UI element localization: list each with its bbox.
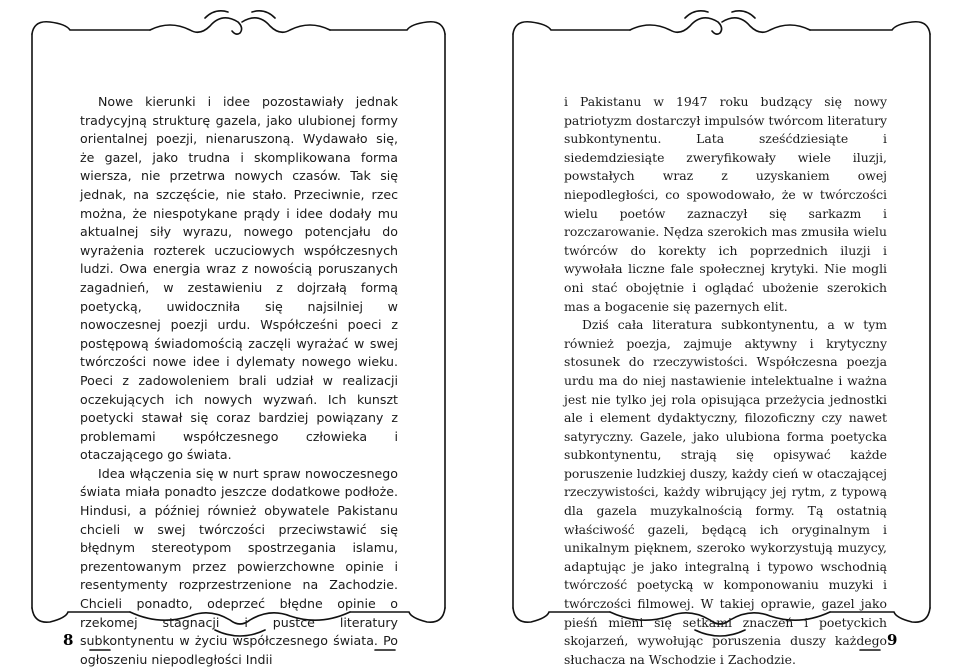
paragraph: Idea włączenia się w nurt spraw nowoczesnego świata miała ponadto jeszcze dodatkowe podłoże. Hindusi, a później również obywatele Pakistanu chcieli w swej twórczości przeciwstawić się błędnym stereotypom spostrzegania islamu, prezentowanym przez powierzchowne opinie i resentymenty rozprzestrzenione na Zachodzie. Chcieli ponadto, odeprzeć błędne opinie o rzekomej stagnacji i pustce literatury subkontynentu w życiu współczesnego świata. Po ogłoszeniu niepodległości Indii: [80, 465, 398, 667]
right-page: [480, 0, 960, 667]
page-number: 8: [63, 631, 74, 649]
paragraph: i Pakistanu w 1947 roku budzący się nowy patriotyzm dostarczył impulsów twórcom literatury subkontynentu. Lata sześćdziesiąte i siedemdziesiąte zweryfikowały wiele iluzji, powstałych wraz z uzyskaniem owej niepodległości, co spowodowało, że w twórczości wielu poetów zaznaczył się sarkazm i rozczarowanie. Nędza szerokich mas zmusiła wielu twórców do korekty ich poprzednich iluzji i wywołała liczne fale społecznej krytyki. Nie mogli oni stać obojętnie i oglądać ubożenie szerokich mas a bogacenie się pazernych elit.: [564, 94, 887, 314]
left-page: [0, 0, 480, 667]
right-page-text: [564, 93, 887, 669]
paragraph: Nowe kierunki i idee pozostawiały jednak tradycyjną strukturę gazela, jako ulubionej formy orientalnej poezji, nienaruszoną. Wydawało się, że gazel, jako trudna i skomplikowana forma wiersza, nie przetrwa nowych czasów. Tak się jednak, na szczęście, nie stało. Przeciwnie, rzec można, że niespotykane prądy i idee dodały mu aktualnej siły wyrazu, nowego potencjału do wyrażenia rozterek uczuciowych współczesnych ludzi. Owa energia wraz z nowością poruszanych zagadnień, w zestawieniu z dojrzałą formą poetycką, uwidoczniła się najsilniej w nowoczesnej poezji urdu. Współcześni poeci z postępową świadomością zaczęli wyrażać w swej twórczości nowe idee i dylematy nowego wieku. Poeci z zadowoleniem brali udział w realizacji oczekujących ich nowych wyzwań. Ich kunszt poetycki stawał się coraz bardziej powiązany z problemami współczesnego człowieka i otaczającego go świata.: [80, 94, 398, 463]
page-number: 9: [887, 631, 898, 649]
paragraph: Dziś cała literatura subkontynentu, a w tym również poezja, zajmuje aktywny i krytyczny stosunek do rzeczywistości. Współczesna poezja urdu ma do niej nastawienie intelektualne i ważna jest nie tylko jej rola opisująca przeżycia jednostki ale i element dydaktyczny, filozoficzny czy nawet satyryczny. Gazele, jako ulubiona forma poetycka subkontynentu, strają się opisywać każde poruszenie ludzkiej duszy, każdy cień w otaczającej rzeczywistości, każdy wibrujący jej rytm, z typową dla gazela muzykalnością formy. Tą ostatnią właściwość gazeli, będącą ich oryginalnym i unikalnym pięknem, szeroko wykorzystują muzycy, adaptując je jako integralną i typowo wschodnią twórczość poetycką w komponowaniu muzyki i twórczości filmowej. W takiej oprawie, gazel jako pieśń mieni się setkami znaczeń i poetyckich skojarzeń, wywołując poruszenia duszy każdego słuchacza na Wschodzie i Zachodzie.: [564, 317, 887, 667]
left-page-text: [80, 93, 398, 669]
